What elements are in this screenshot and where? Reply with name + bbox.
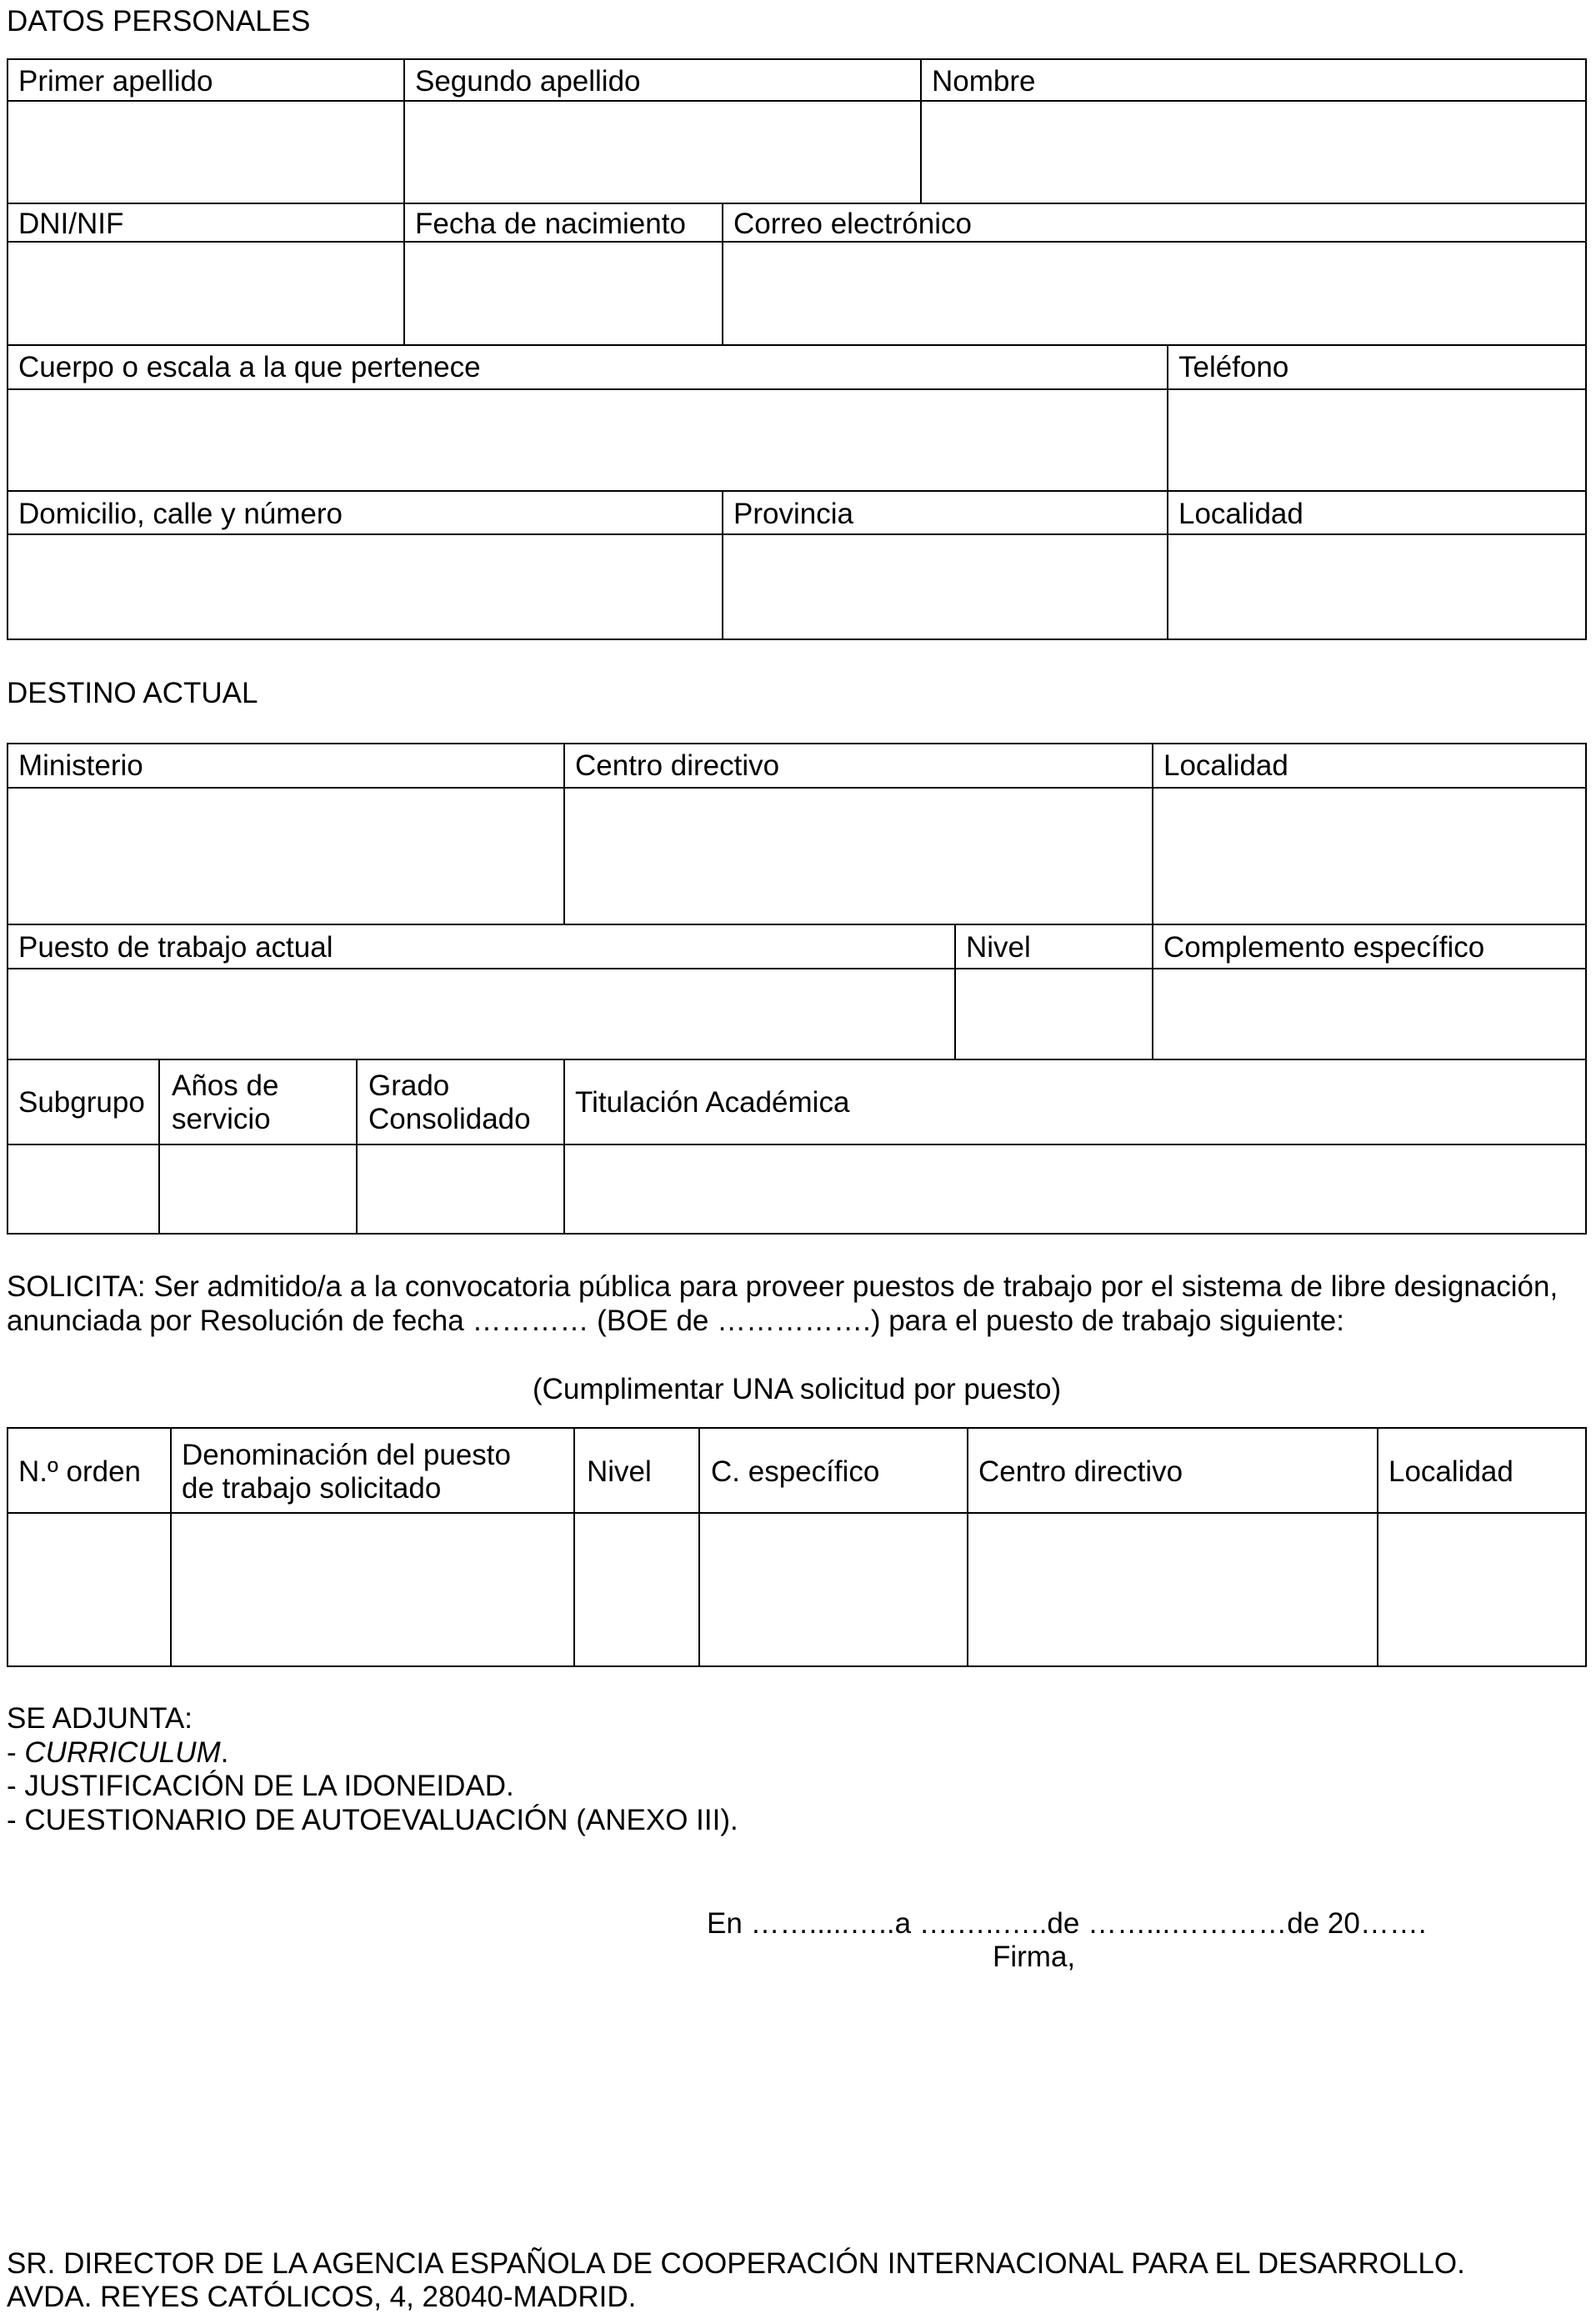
label-dni-nif: DNI/NIF bbox=[18, 208, 124, 240]
label-c-especifico: C. específico bbox=[711, 1455, 880, 1488]
label-correo-electronico: Correo electrónico bbox=[733, 208, 972, 240]
fecha-nacimiento-field[interactable] bbox=[405, 243, 722, 344]
ministerio-field[interactable] bbox=[8, 789, 563, 924]
segundo-apellido-field[interactable] bbox=[405, 102, 920, 203]
label-centro-directivo-solicitado: Centro directivo bbox=[978, 1455, 1183, 1488]
provincia-field[interactable] bbox=[723, 535, 1167, 639]
destino-localidad-field[interactable] bbox=[1153, 789, 1585, 924]
complemento-especifico-field[interactable] bbox=[1153, 969, 1585, 1059]
label-localidad-solicitada: Localidad bbox=[1388, 1455, 1513, 1488]
label-titulacion: Titulación Académica bbox=[575, 1086, 850, 1119]
adjunta-item-3: - CUESTIONARIO DE AUTOEVALUACIÓN (ANEXO III). bbox=[7, 1804, 738, 1836]
label-puesto-actual: Puesto de trabajo actual bbox=[18, 931, 333, 964]
primer-apellido-field[interactable] bbox=[8, 102, 403, 203]
domicilio-field[interactable] bbox=[8, 535, 722, 639]
solicita-line-1: SOLICITA: Ser admitido/a a la convocatoria pública para proveer puestos de trabajo por el sistema de libre designación, bbox=[7, 1270, 1558, 1303]
grado-consolidado-field[interactable] bbox=[358, 1145, 563, 1233]
label-centro-directivo: Centro directivo bbox=[575, 749, 780, 782]
section-title-datos-personales: DATOS PERSONALES bbox=[7, 5, 311, 38]
signature-area[interactable] bbox=[707, 1977, 1457, 2161]
firma-label: Firma, bbox=[993, 1941, 1076, 1973]
label-fecha-nacimiento: Fecha de nacimiento bbox=[415, 208, 686, 240]
label-nivel-solicitado: Nivel bbox=[587, 1455, 652, 1488]
telefono-field[interactable] bbox=[1168, 390, 1585, 490]
subgrupo-field[interactable] bbox=[8, 1145, 158, 1233]
label-segundo-apellido: Segundo apellido bbox=[415, 65, 641, 98]
label-denominacion-2: de trabajo solicitado bbox=[182, 1472, 442, 1505]
adjunta-item-curriculum bbox=[7, 1736, 228, 1770]
nivel-actual-field[interactable] bbox=[956, 969, 1152, 1059]
label-cuerpo-escala: Cuerpo o escala a la que pertenece bbox=[18, 351, 481, 383]
label-grado-2: Consolidado bbox=[368, 1103, 531, 1135]
label-localidad: Localidad bbox=[1178, 498, 1303, 530]
label-nombre: Nombre bbox=[932, 65, 1036, 98]
label-nivel-actual: Nivel bbox=[966, 931, 1031, 964]
solicita-note: (Cumplimentar UNA solicitud por puesto) bbox=[533, 1373, 1062, 1405]
centro-directivo-field[interactable] bbox=[565, 789, 1152, 924]
titulacion-field[interactable] bbox=[565, 1145, 1585, 1233]
section-title-destino-actual: DESTINO ACTUAL bbox=[7, 677, 258, 709]
label-telefono: Teléfono bbox=[1178, 351, 1289, 383]
nivel-solicitado-field[interactable] bbox=[575, 1514, 698, 1665]
label-subgrupo: Subgrupo bbox=[18, 1086, 145, 1119]
dni-nif-field[interactable] bbox=[8, 243, 403, 344]
centro-directivo-solicitado-field[interactable] bbox=[968, 1514, 1377, 1665]
label-denominacion-1: Denominación del puesto bbox=[182, 1439, 511, 1471]
correo-electronico-field[interactable] bbox=[723, 243, 1585, 344]
label-complemento-especifico: Complemento específico bbox=[1163, 931, 1485, 964]
denominacion-field[interactable] bbox=[172, 1514, 573, 1665]
adjunta-item-2: - JUSTIFICACIÓN DE LA IDONEIDAD. bbox=[7, 1770, 514, 1802]
solicita-line-2: anunciada por Resolución de fecha ………… (BOE de …………….) para el puesto de trabajo siguiente: bbox=[7, 1305, 1344, 1337]
adjunta-item-1-suffix: . bbox=[220, 1736, 229, 1769]
nombre-field[interactable] bbox=[922, 102, 1585, 203]
fecha-line: En …….....…..a ….…..…..de ……...…………de 20……. bbox=[707, 1907, 1427, 1940]
label-anos-servicio-1: Años de bbox=[172, 1069, 279, 1102]
localidad-solicitada-field[interactable] bbox=[1378, 1514, 1585, 1665]
label-anos-servicio-2: servicio bbox=[172, 1103, 271, 1135]
adjunta-item-1-prefix: - bbox=[7, 1736, 25, 1769]
label-ministerio: Ministerio bbox=[18, 749, 143, 782]
localidad-field[interactable] bbox=[1168, 535, 1585, 639]
cuerpo-escala-field[interactable] bbox=[8, 390, 1167, 490]
label-destino-localidad: Localidad bbox=[1163, 749, 1288, 782]
label-numero-orden: N.º orden bbox=[18, 1455, 142, 1488]
label-provincia: Provincia bbox=[733, 498, 853, 530]
destinatario-line-2: AVDA. REYES CATÓLICOS, 4, 28040-MADRID. bbox=[7, 2281, 637, 2313]
puesto-actual-field[interactable] bbox=[8, 969, 954, 1059]
label-primer-apellido: Primer apellido bbox=[18, 65, 213, 98]
destinatario-line-1: SR. DIRECTOR DE LA AGENCIA ESPAÑOLA DE COOPERACIÓN INTERNACIONAL PARA EL DESARROLLO. bbox=[7, 2247, 1465, 2280]
adjunta-title: SE ADJUNTA: bbox=[7, 1702, 193, 1735]
numero-orden-field[interactable] bbox=[8, 1514, 170, 1665]
anos-servicio-field[interactable] bbox=[160, 1145, 356, 1233]
label-domicilio: Domicilio, calle y número bbox=[18, 498, 343, 530]
label-grado-1: Grado bbox=[368, 1069, 450, 1102]
adjunta-item-1: CURRICULUM bbox=[24, 1736, 221, 1769]
c-especifico-field[interactable] bbox=[700, 1514, 967, 1665]
